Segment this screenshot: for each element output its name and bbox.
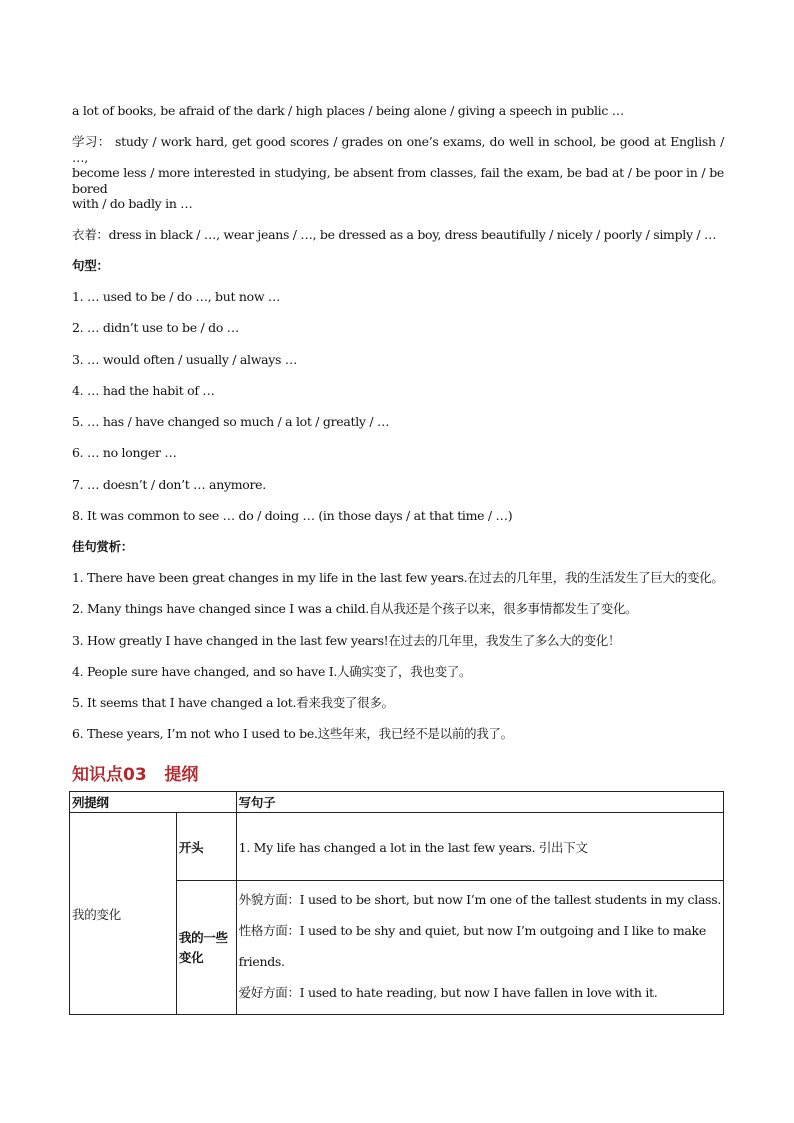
table-header-outline: 列提纲	[70, 792, 237, 813]
good-sentence: 1. There have been great changes in my life in the last few years.在过去的几年里，我的生活发生了巨大的变化。	[72, 570, 724, 585]
row-label-changes: 我的一些变化	[176, 881, 236, 1015]
sentence-pattern: 1. … used to be / do …, but now …	[72, 289, 281, 304]
topic-cell: 我的变化	[70, 813, 177, 1015]
table-sentence: friends.	[238, 953, 285, 969]
opening-sentence	[236, 813, 723, 881]
sentence-pattern: 4. … had the habit of …	[72, 383, 215, 398]
table-sentence: 性格方面：I used to be shy and quiet, but now I’m outgoing and I like to make	[238, 922, 706, 938]
changes-sentences	[236, 881, 723, 1015]
sentence-pattern: 8. It was common to see … do / doing … (in those days / at that time / …)	[72, 508, 513, 523]
row-label-opening: 开头	[176, 813, 236, 881]
section-title	[72, 760, 198, 785]
text-line: a lot of books, be afraid of the dark / high places / being alone / giving a speech in public …	[72, 103, 624, 118]
table-sentence: 1. My life has changed a lot in the last few years. 引出下文	[238, 839, 588, 855]
section-name: 提纲	[164, 765, 199, 785]
sentence-pattern: 7. … doesn’t / don’t … anymore.	[72, 477, 266, 492]
text-line: become less / more interested in studying, be absent from classes, fail the exam, be bad at / be poor in / be bored	[72, 165, 724, 196]
good-sentence: 5. It seems that I have changed a lot.看来我变了很多。	[72, 695, 394, 710]
text-line: with / do badly in …	[72, 196, 193, 211]
text-line: 衣着：dress in black / …, wear jeans / …, be dressed as a boy, dress beautifully / nicely / poorly / simply / …	[72, 227, 717, 242]
table-sentence: 外貌方面：I used to be short, but now I’m one of the tallest students in my class.	[238, 891, 721, 907]
good-sentence: 4. People sure have changed, and so have I.人确实变了，我也变了。	[72, 664, 472, 679]
sentence-pattern: 6. … no longer …	[72, 445, 177, 460]
good-sentence: 6. These years, I’m not who I used to be.这些年来，我已经不是以前的我了。	[72, 726, 513, 741]
sentence-pattern: 3. … would often / usually / always …	[72, 352, 298, 367]
table-sentence: 爱好方面：I used to hate reading, but now I have fallen in love with it.	[238, 984, 658, 1000]
good-sentences-heading: 佳句赏析：	[72, 539, 134, 554]
sentence-pattern: 2. … didn’t use to be / do …	[72, 320, 239, 335]
sentence-patterns-heading: 句型：	[72, 258, 109, 273]
good-sentence: 3. How greatly I have changed in the last few years!在过去的几年里，我发生了多么大的变化！	[72, 633, 621, 648]
good-sentence: 2. Many things have changed since I was a child.自从我还是个孩子以来，很多事情都发生了变化。	[72, 601, 638, 616]
outline-table	[69, 791, 724, 1015]
section-number: 知识点03	[72, 765, 147, 785]
sentence-pattern: 5. … has / have changed so much / a lot / greatly / …	[72, 414, 390, 429]
table-header-sentences: 写句子	[236, 792, 723, 813]
text-line: 学习： study / work hard, get good scores / grades on one’s exams, do well in school, be good at English / …,	[72, 134, 724, 165]
